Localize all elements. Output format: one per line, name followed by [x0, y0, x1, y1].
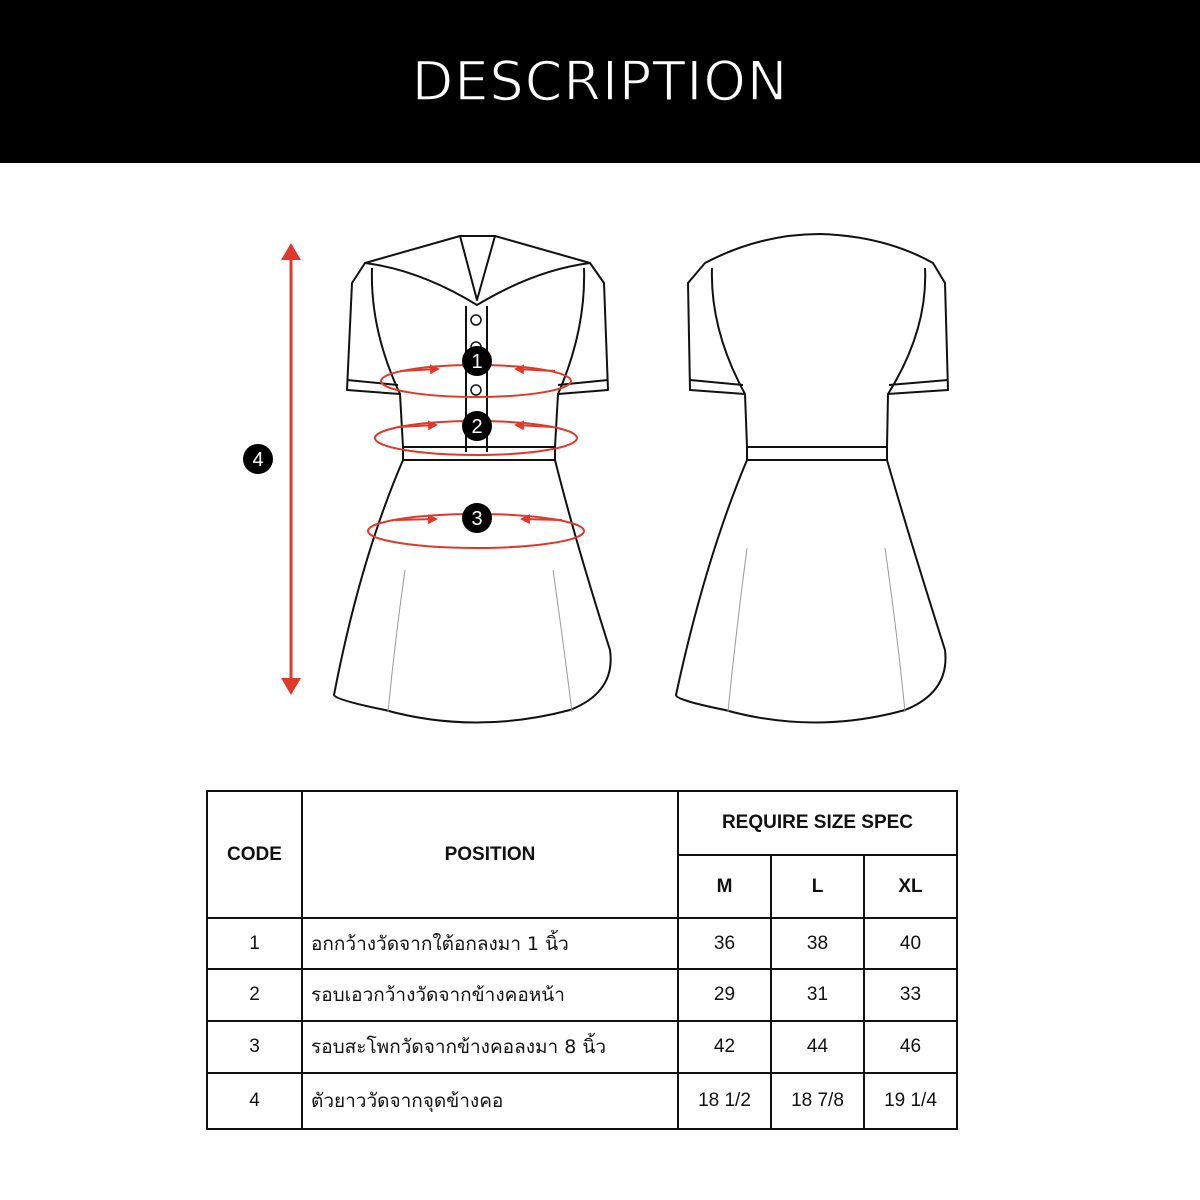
- back-dress-outline: [676, 234, 948, 723]
- row-value-l: 31: [771, 969, 864, 1021]
- marker-1: [462, 346, 492, 376]
- header-size-l: L: [771, 855, 864, 918]
- table-row: [207, 1073, 957, 1129]
- header-position: POSITION: [302, 791, 678, 918]
- header-size-xl: XL: [864, 855, 957, 918]
- table-row: [207, 1021, 957, 1073]
- row-value-xl: 40: [864, 918, 957, 969]
- row-value-m: 29: [678, 969, 771, 1021]
- row-value-l: 38: [771, 918, 864, 969]
- table-row: [207, 969, 957, 1021]
- row-position: รอบสะโพกวัดจากข้างคอลงมา 8 นิ้ว: [302, 1021, 678, 1073]
- row-value-xl: 46: [864, 1021, 957, 1073]
- row-position: อกกว้างวัดจากใต้อกลงมา 1 นิ้ว: [302, 918, 678, 969]
- svg-text:3: 3: [471, 508, 483, 530]
- row-value-xl: 19 1/4: [864, 1073, 957, 1129]
- row-value-m: 42: [678, 1021, 771, 1073]
- row-value-l: 18 7/8: [771, 1073, 864, 1129]
- row-code: 2: [207, 969, 302, 1021]
- row-value-xl: 33: [864, 969, 957, 1021]
- svg-text:4: 4: [252, 449, 264, 471]
- header-banner: [0, 0, 1200, 163]
- header-size-m: M: [678, 855, 771, 918]
- garment-diagram: [0, 163, 1200, 763]
- front-dress-outline: [334, 236, 611, 723]
- header-size-spec: REQUIRE SIZE SPEC: [678, 791, 957, 855]
- row-code: 4: [207, 1073, 302, 1129]
- row-code: 3: [207, 1021, 302, 1073]
- marker-2: [462, 411, 492, 441]
- marker-4: [243, 444, 273, 474]
- size-spec-table: [206, 790, 958, 1130]
- marker-3: [462, 503, 492, 533]
- length-measurement-arrow: [281, 243, 301, 695]
- svg-text:2: 2: [471, 416, 483, 438]
- page-title: DESCRIPTION: [411, 50, 789, 113]
- row-code: 1: [207, 918, 302, 969]
- header-code: CODE: [207, 791, 302, 918]
- svg-text:1: 1: [471, 351, 483, 373]
- row-position: รอบเอวกว้างวัดจากข้างคอหน้า: [302, 969, 678, 1021]
- row-value-m: 18 1/2: [678, 1073, 771, 1129]
- row-value-m: 36: [678, 918, 771, 969]
- row-value-l: 44: [771, 1021, 864, 1073]
- table-row: [207, 918, 957, 969]
- row-position: ตัวยาววัดจากจุดข้างคอ: [302, 1073, 678, 1129]
